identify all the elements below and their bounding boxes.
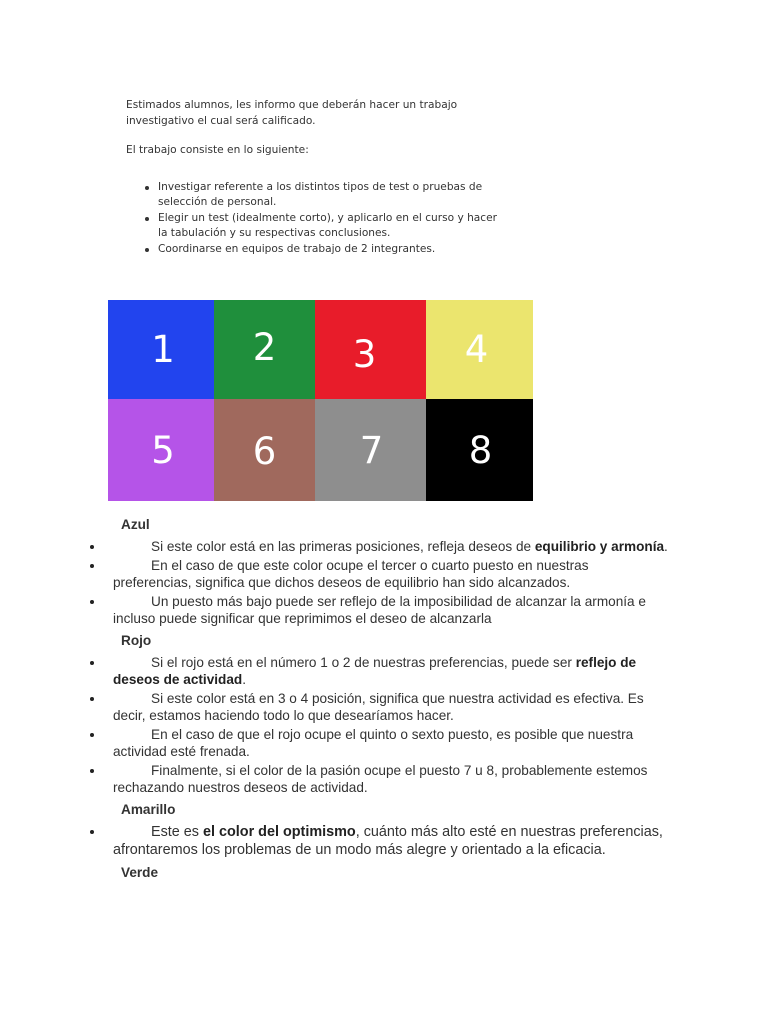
assignment-bullet: Elegir un test (idealmente corto), y aplicarlo en el curso y hacer la tabulación y su respectivas conclusiones. — [158, 211, 506, 242]
color-meanings-text — [88, 516, 668, 881]
color-cell-purple: 5 — [108, 399, 214, 501]
section-heading-verde: Verde — [121, 865, 159, 880]
rojo-list — [88, 654, 668, 796]
color-cell-blue: 1 — [108, 300, 214, 399]
assignment-bullet: Investigar referente a los distintos tipos de test o pruebas de selección de personal. — [158, 180, 506, 211]
color-cell-black: 8 — [426, 399, 533, 501]
color-cell-green: 2 — [214, 300, 315, 399]
intro-line-1: Estimados alumnos, les informo que deberán hacer un trabajo — [126, 99, 458, 111]
section-heading-rojo: Rojo — [121, 633, 152, 648]
list-item: Este es el color del optimismo, cuánto más alto esté en nuestras preferencias, afrontaremos los problemas de un modo más alegre y orientado a la eficacia. — [88, 823, 668, 859]
assignment-bullet: Coordinarse en equipos de trabajo de 2 integrantes. — [158, 242, 506, 258]
intro-line-3: El trabajo consiste en lo siguiente: — [126, 144, 309, 156]
list-item: En el caso de que este color ocupe el tercer o cuarto puesto en nuestras preferencias, significa que dichos deseos de equilibrio han sido alcanzados. — [88, 557, 668, 591]
amarillo-list — [88, 823, 668, 859]
list-item: En el caso de que el rojo ocupe el quinto o sexto puesto, es posible que nuestra actividad esté frenada. — [88, 726, 668, 760]
list-item: Si el rojo está en el número 1 o 2 de nuestras preferencias, puede ser reflejo de deseos de actividad. — [88, 654, 668, 688]
color-cell-brown: 6 — [214, 399, 315, 501]
list-item: Un puesto más bajo puede ser reflejo de la imposibilidad de alcanzar la armonía e incluso puede significar que reprimimos el deseo de alcanzarla — [88, 593, 668, 627]
list-item: Finalmente, si el color de la pasión ocupe el puesto 7 u 8, probablemente estemos rechazando nuestros deseos de actividad. — [88, 762, 668, 796]
color-cell-gray: 7 — [315, 399, 426, 501]
color-cell-red: 3 — [315, 300, 426, 399]
assignment-bullet-list — [126, 180, 506, 258]
color-test-grid — [108, 300, 533, 501]
color-cell-yellow: 4 — [426, 300, 533, 399]
list-item: Si este color está en 3 o 4 posición, significa que nuestra actividad es efectiva. Es decir, estamos haciendo todo lo que desearíamos hacer. — [88, 690, 668, 724]
azul-list — [88, 538, 668, 627]
section-heading-azul: Azul — [121, 517, 150, 532]
list-item: Si este color está en las primeras posiciones, refleja deseos de equilibrio y armonía. — [88, 538, 668, 555]
assignment-intro — [126, 98, 506, 257]
intro-line-2: investigativo el cual será calificado. — [126, 114, 316, 127]
section-heading-amarillo: Amarillo — [121, 802, 176, 817]
